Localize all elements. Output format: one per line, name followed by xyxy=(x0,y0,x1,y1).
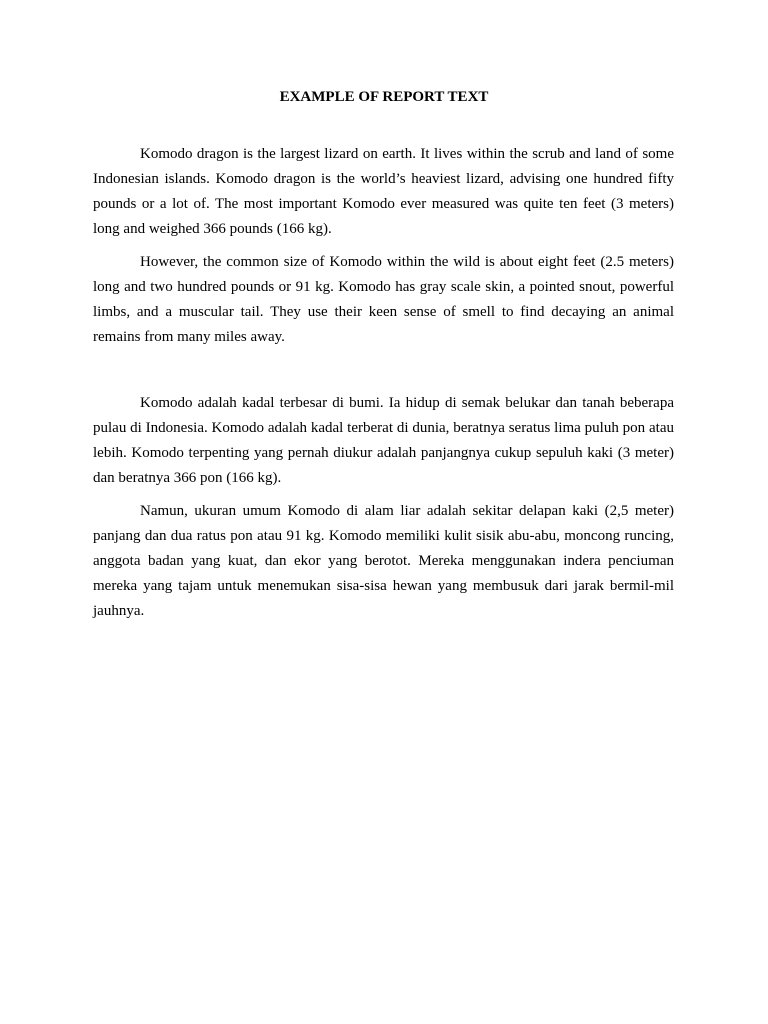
indonesian-paragraph-1: Komodo adalah kadal terbesar di bumi. Ia hidup di semak belukar dan tanah beberapa pulau di Indonesia. Komodo adalah kadal terberat di dunia, beratnya seratus lima puluh pon atau lebih. Komodo terpenting yang pernah diukur adalah panjangnya cukup sepuluh kaki (3 meter) dan beratnya 366 pon (166 kg). xyxy=(93,395,674,486)
english-paragraph-1: Komodo dragon is the largest lizard on earth. It lives within the scrub and land of some Indonesian islands. Komodo dragon is the world’s heaviest lizard, advising one hundred fifty pounds or a lot of. The most important Komodo ever measured was quite ten feet (3 meters) long and weighed 366 pounds (166 kg). xyxy=(93,146,674,237)
indonesian-paragraph-2: Namun, ukuran umum Komodo di alam liar adalah sekitar delapan kaki (2,5 meter) panjang dan dua ratus pon atau 91 kg. Komodo memiliki kulit sisik abu-abu, moncong runcing, anggota badan yang kuat, dan ekor yang berotot. Mereka menggunakan indera penciuman mereka yang tajam untuk menemukan sisa-sisa hewan yang membusuk dari jarak bermil-mil jauhnya. xyxy=(93,503,674,619)
document-title: EXAMPLE OF REPORT TEXT xyxy=(279,89,489,105)
english-section xyxy=(93,142,674,350)
indonesian-section xyxy=(93,391,674,624)
english-paragraph-2: However, the common size of Komodo within the wild is about eight feet (2.5 meters) long and two hundred pounds or 91 kg. Komodo has gray scale skin, a pointed snout, powerful limbs, and a muscular tail. They use their keen sense of smell to find decaying an animal remains from many miles away. xyxy=(93,254,674,345)
